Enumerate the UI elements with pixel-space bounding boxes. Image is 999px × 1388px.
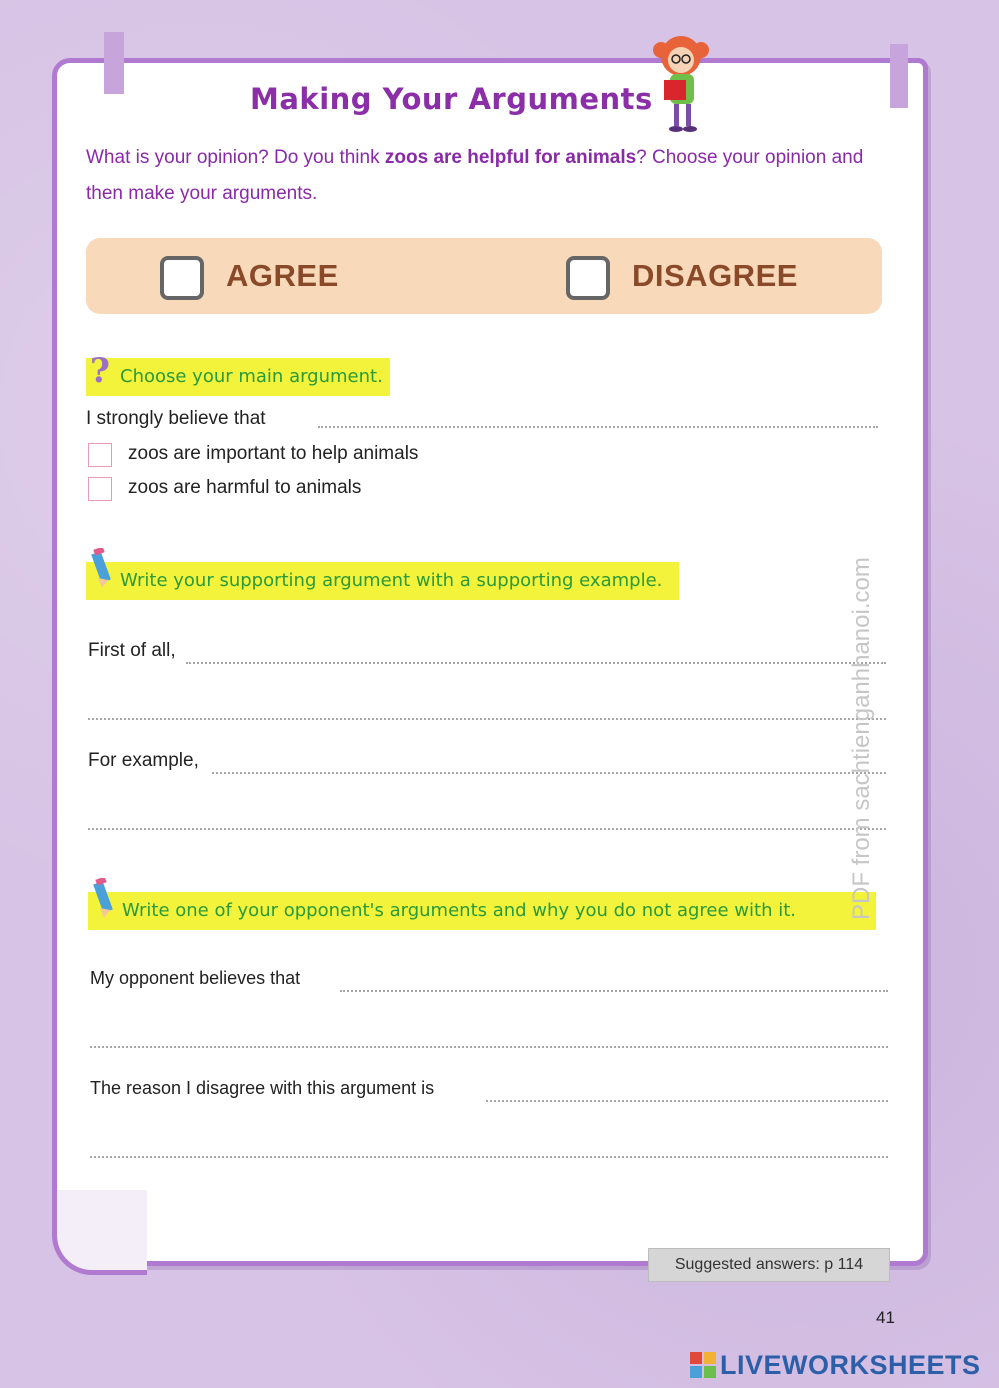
section-main-argument-heading [86, 351, 390, 396]
first-of-all-prompt: First of all, [88, 640, 176, 661]
paper-fold-corner [52, 1190, 147, 1275]
option-important-checkbox[interactable] [88, 443, 112, 467]
liveworksheets-logo-icon [690, 1352, 716, 1378]
option-harmful-checkbox[interactable] [88, 477, 112, 501]
pencil-icon [88, 548, 116, 594]
option-harmful-label: zoos are harmful to animals [128, 477, 362, 498]
opponent-believes-prompt: My opponent believes that [90, 968, 301, 988]
first-of-all-answer-line-2[interactable] [88, 718, 886, 720]
girl-reading-illustration [646, 32, 716, 136]
disagree-reason-answer-line-2[interactable] [90, 1156, 888, 1158]
page-number: 41 [876, 1308, 895, 1327]
opponent-believes-answer-line[interactable] [340, 990, 888, 992]
page-title: Making Your Arguments [250, 82, 653, 116]
intro-text-bold: zoos are helpful for animals [384, 147, 637, 168]
option-important-label: zoos are important to help animals [128, 443, 419, 464]
intro-text-end: ? Choose your opinion and then make your arguments. [86, 147, 864, 204]
for-example-answer-line[interactable] [212, 772, 886, 774]
disagree-checkbox[interactable] [566, 256, 610, 300]
first-of-all-answer-line[interactable] [186, 662, 886, 664]
disagree-label: DISAGREE [632, 258, 798, 293]
pencil-icon [90, 878, 118, 924]
suggested-answers-box: Suggested answers: p 114 [648, 1248, 890, 1282]
watermark-text: PDF from sachtienganhhanoi.com [848, 557, 875, 920]
question-mark-icon: ? [90, 351, 110, 391]
liveworksheets-logo [690, 1350, 981, 1380]
section-supporting-text: Write your supporting argument with a supporting example. [120, 570, 663, 591]
for-example-prompt: For example, [88, 750, 199, 771]
intro-question [86, 140, 896, 212]
for-example-answer-line-2[interactable] [88, 828, 886, 830]
section-main-argument-text: Choose your main argument. [120, 366, 383, 387]
strongly-believe-answer-line[interactable] [318, 426, 878, 428]
agree-label: AGREE [226, 258, 339, 293]
liveworksheets-logo-text: LIVEWORKSHEETS [720, 1349, 981, 1380]
disagree-reason-answer-line[interactable] [486, 1100, 888, 1102]
strongly-believe-prompt: I strongly believe that [86, 408, 266, 429]
opponent-believes-answer-line-2[interactable] [90, 1046, 888, 1048]
section-opponent-text: Write one of your opponent's arguments and why you do not agree with it. [122, 900, 796, 921]
intro-text-start: What is your opinion? Do you think [86, 147, 385, 168]
tape-right [890, 44, 908, 108]
section-opponent-heading [88, 892, 876, 930]
section-supporting-heading [86, 562, 679, 600]
agree-checkbox[interactable] [160, 256, 204, 300]
disagree-reason-prompt: The reason I disagree with this argument is [90, 1078, 435, 1098]
tape-left [104, 32, 124, 94]
